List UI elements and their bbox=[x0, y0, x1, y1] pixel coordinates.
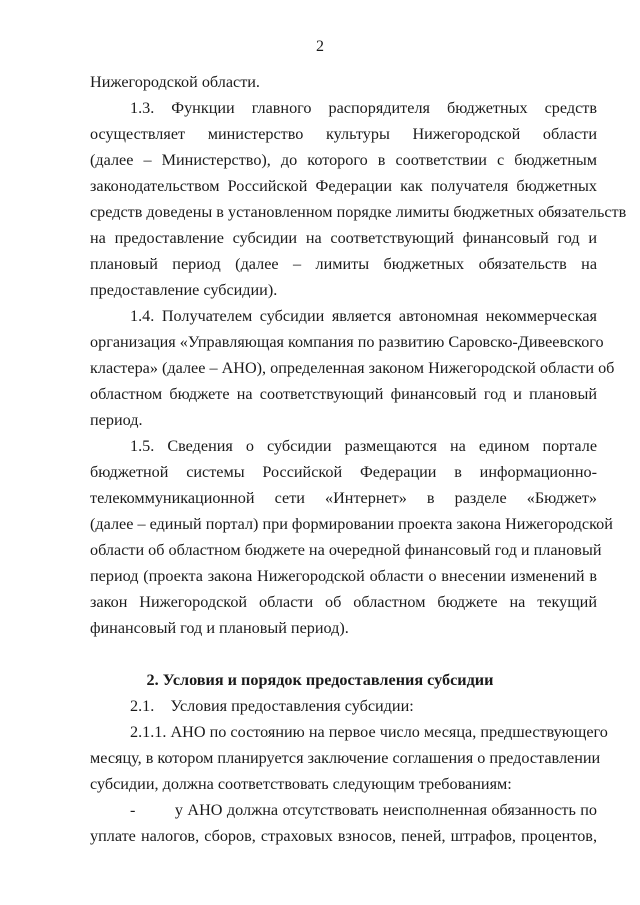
text-line: период (проекта закона Нижегородской области о внесении изменений в bbox=[90, 567, 597, 585]
text-line: законодательством Российской Федерации как получателя бюджетных bbox=[90, 177, 597, 195]
text-line: 1.5. Сведения о субсидии размещаются на едином портале bbox=[130, 437, 597, 455]
text-line: области об областном бюджете на очередной финансовый год и плановый bbox=[90, 541, 602, 559]
text-line: телекоммуникационной сети «Интернет» в разделе «Бюджет» bbox=[90, 489, 597, 507]
text-line: предоставление субсидии). bbox=[90, 281, 278, 299]
text-line: на предоставление субсидии на соответствующий финансовый год и bbox=[90, 229, 597, 247]
text-line: субсидии, должна соответствовать следующим требованиям: bbox=[90, 775, 512, 793]
text-line: закон Нижегородской области об областном бюджете на текущий bbox=[90, 593, 597, 611]
text-line: уплате налогов, сборов, страховых взносов, пеней, штрафов, процентов, bbox=[90, 827, 597, 845]
text-line: 1.4. Получателем субсидии является автономная некоммерческая bbox=[130, 307, 597, 325]
text-line: средств доведены в установленном порядке лимиты бюджетных обязательств bbox=[90, 203, 627, 221]
list-item: - у АНО должна отсутствовать неисполненная обязанность по bbox=[130, 801, 597, 819]
text-line: (далее – Министерство), до которого в соответствии с бюджетным bbox=[90, 151, 597, 169]
section-heading: 2. Условия и порядок предоставления субсидии bbox=[146, 671, 494, 689]
page-number: 2 bbox=[316, 38, 324, 55]
text-line: 2.1.1. АНО по состоянию на первое число месяца, предшествующего bbox=[130, 723, 608, 741]
text-line: организация «Управляющая компания по развитию Саровско-Дивеевского bbox=[90, 333, 604, 351]
text-line: кластера» (далее – АНО), определенная законом Нижегородской области об bbox=[90, 359, 615, 377]
text-line: плановый период (далее – лимиты бюджетных обязательств на bbox=[90, 255, 597, 273]
text-line: 1.3. Функции главного распорядителя бюджетных средств bbox=[130, 99, 597, 117]
text-line: финансовый год и плановый период). bbox=[90, 619, 349, 637]
text-line: Нижегородской области. bbox=[90, 73, 260, 91]
text-line: месяцу, в котором планируется заключение соглашения о предоставлении bbox=[90, 749, 601, 767]
text-line: (далее – единый портал) при формировании проекта закона Нижегородской bbox=[90, 515, 613, 533]
text-line: 2.1. Условия предоставления субсидии: bbox=[130, 697, 414, 715]
text-line: период. bbox=[90, 411, 143, 429]
text-line: бюджетной системы Российской Федерации в информационно- bbox=[90, 463, 597, 481]
text-line: осуществляет министерство культуры Нижегородской области bbox=[90, 125, 597, 143]
text-line: областном бюджете на соответствующий финансовый год и плановый bbox=[90, 385, 597, 403]
